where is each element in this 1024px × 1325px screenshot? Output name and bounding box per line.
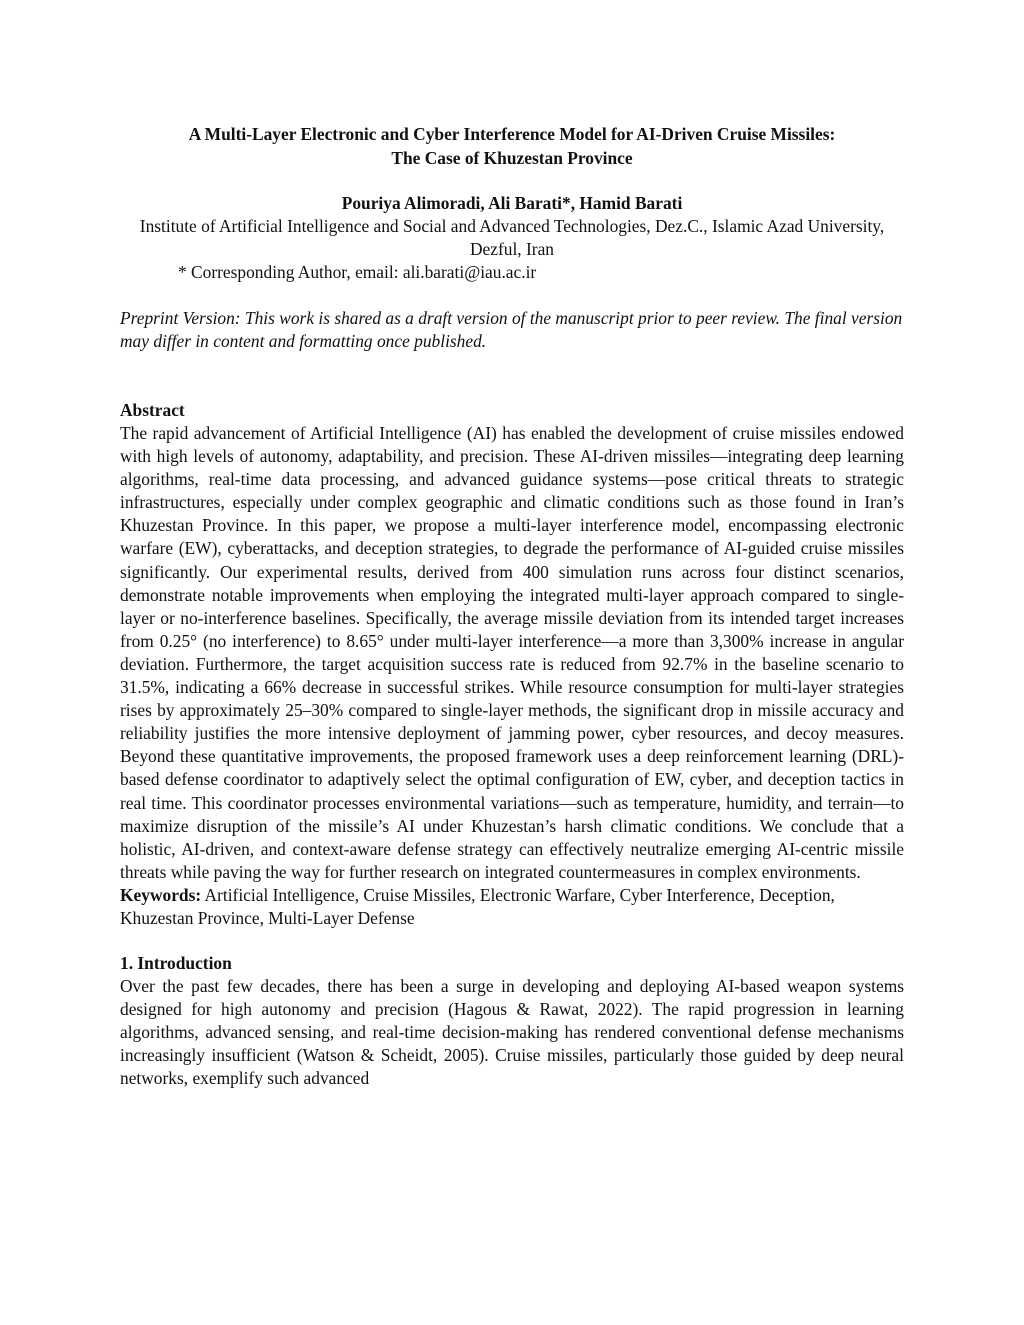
affiliation: Institute of Artificial Intelligence and Social and Advanced Technologies, Dez.C., Islamic Azad University, Dezful, Iran — [139, 216, 885, 259]
introduction-heading: 1. Introduction — [120, 952, 232, 973]
corresponding-author: * Corresponding Author, email: ali.barati@iau.ac.ir — [178, 262, 537, 282]
keywords-label: Keywords: — [120, 884, 202, 905]
title-line-1: A Multi-Layer Electronic and Cyber Interference Model for AI-Driven Cruise Missiles: — [188, 124, 836, 144]
author-list: Pouriya Alimoradi, Ali Barati*, Hamid Barati — [341, 193, 683, 213]
introduction-text: Over the past few decades, there has been a surge in developing and deploying AI-based weapon systems designed for high autonomy and precision (Hagous & Rawat, 2022). The rapid progression in learning algorithms, advanced sensing, and real-time decision-making has rendered conventional defense mechanisms increasingly insufficient (Watson & Scheidt, 2005). Cruise missiles, particularly those guided by deep neural networks, exemplify such advanced — [120, 975, 904, 1089]
keywords-list: Artificial Intelligence, Cruise Missiles, Electronic Warfare, Cyber Interference, Deception, Khuzestan Province, Multi-Layer Defense — [120, 884, 835, 928]
title-line-2: The Case of Khuzestan Province — [391, 148, 633, 168]
abstract-text: The rapid advancement of Artificial Intelligence (AI) has enabled the development of cruise missiles endowed with high levels of autonomy, adaptability, and precision. These AI-driven missiles—integrating deep learning algorithms, real-time data processing, and advanced guidance systems—pose critical threats to strategic infrastructures, especially under complex geographic and climatic conditions such as those found in Iran’s Khuzestan Province. In this paper, we propose a multi-layer interference model, encompassing electronic warfare (EW), cyberattacks, and deception strategies, to degrade the performance of AI-guided cruise missiles significantly. Our experimental results, derived from 400 simulation runs across four distinct scenarios, demonstrate notable improvements when employing the integrated multi-layer approach compared to single-layer or no-interference baselines. Specifically, the average missile deviation from its intended target increases from 0.25° (no interference) to 8.65° under multi-layer interference—a more than 3,300% increase in angular deviation. Furthermore, the target acquisition success rate is reduced from 92.7% in the baseline scenario to 31.5%, indicating a 66% decrease in successful strikes. While resource consumption for multi-layer strategies rises by approximately 25–30% compared to single-layer methods, the significant drop in missile accuracy and reliability justifies the more intensive deployment of jamming power, cyber resources, and decoy measures. Beyond these quantitative improvements, the proposed framework uses a deep reinforcement learning (DRL)-based defense coordinator to adaptively select the optimal configuration of EW, cyber, and deception tactics in real time. This coordinator processes environmental variations—such as temperature, humidity, and terrain—to maximize disruption of the missile’s AI under Khuzestan’s harsh climatic conditions. We conclude that a holistic, AI-driven, and context-aware defense strategy can effectively neutralize emerging AI-centric missile threats while paving the way for further research on integrated countermeasures in complex environments. — [120, 423, 904, 882]
paper-page — [120, 122, 904, 1090]
paper-title — [120, 122, 904, 170]
keywords — [120, 884, 904, 930]
abstract-heading: Abstract — [120, 400, 185, 420]
preprint-note: Preprint Version: This work is shared as a draft version of the manuscript prior to peer review. The final version may differ in content and formatting once published. — [120, 308, 903, 351]
